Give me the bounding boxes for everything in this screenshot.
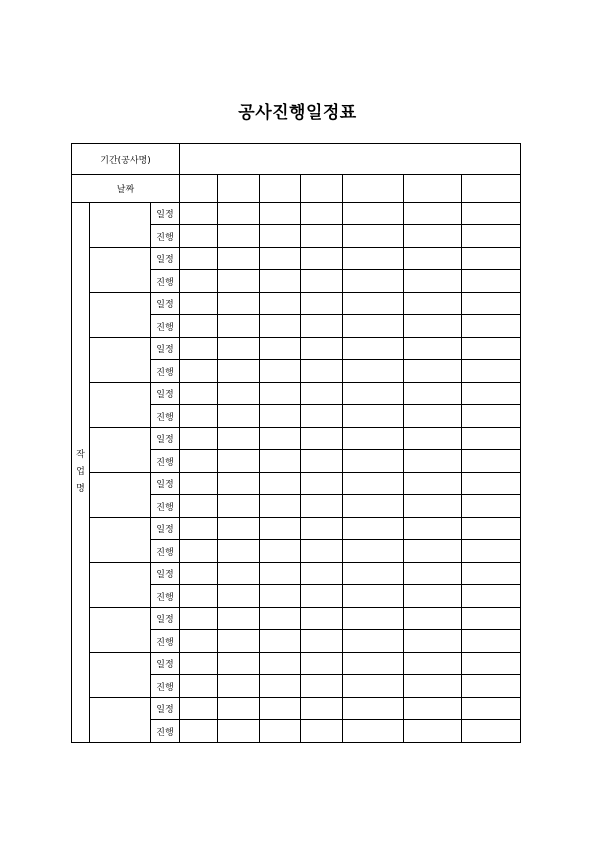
schedule-cell[interactable] [343, 360, 404, 383]
schedule-cell[interactable] [343, 383, 404, 405]
schedule-cell[interactable] [462, 203, 521, 225]
row-type-plan: 일정 [151, 383, 180, 405]
schedule-cell[interactable] [462, 293, 521, 315]
schedule-cell[interactable] [218, 360, 260, 383]
schedule-cell[interactable] [260, 518, 301, 540]
page-title: 공사진행일정표 [238, 103, 357, 123]
schedule-cell[interactable] [462, 338, 521, 360]
schedule-cell[interactable] [260, 383, 301, 405]
schedule-cell[interactable] [343, 518, 404, 540]
schedule-cell[interactable] [180, 608, 218, 630]
schedule-cell[interactable] [462, 720, 521, 743]
schedule-row [72, 293, 521, 315]
task-name-cell[interactable] [90, 203, 151, 248]
schedule-cell[interactable] [404, 450, 462, 473]
schedule-cell[interactable] [260, 473, 301, 495]
schedule-cell[interactable] [218, 473, 260, 495]
row-type-progress: 진행 [151, 585, 180, 608]
schedule-cell[interactable] [180, 270, 218, 293]
schedule-cell[interactable] [260, 563, 301, 585]
schedule-cell[interactable] [218, 248, 260, 270]
schedule-cell[interactable] [180, 653, 218, 675]
schedule-cell[interactable] [343, 563, 404, 585]
schedule-cell[interactable] [180, 203, 218, 225]
schedule-cell[interactable] [218, 203, 260, 225]
schedule-cell[interactable] [301, 203, 343, 225]
schedule-cell[interactable] [260, 225, 301, 248]
row-type-progress: 진행 [151, 270, 180, 293]
schedule-cell[interactable] [343, 293, 404, 315]
schedule-cell[interactable] [218, 540, 260, 563]
schedule-cell[interactable] [180, 720, 218, 743]
schedule-cell[interactable] [343, 270, 404, 293]
schedule-cell[interactable] [260, 338, 301, 360]
task-name-cell[interactable] [90, 653, 151, 698]
schedule-cell[interactable] [218, 293, 260, 315]
schedule-cell[interactable] [462, 630, 521, 653]
date-cell[interactable] [462, 175, 521, 203]
schedule-cell[interactable] [301, 540, 343, 563]
schedule-cell[interactable] [343, 585, 404, 608]
schedule-cell[interactable] [218, 270, 260, 293]
schedule-cell[interactable] [404, 630, 462, 653]
schedule-cell[interactable] [260, 720, 301, 743]
row-type-plan: 일정 [151, 563, 180, 585]
schedule-cell[interactable] [218, 383, 260, 405]
schedule-row [72, 203, 521, 225]
schedule-cell[interactable] [218, 675, 260, 698]
task-name-cell[interactable] [90, 248, 151, 293]
schedule-cell[interactable] [218, 450, 260, 473]
row-type-progress: 진행 [151, 405, 180, 428]
schedule-cell[interactable] [301, 473, 343, 495]
row-type-plan: 일정 [151, 608, 180, 630]
schedule-cell[interactable] [260, 293, 301, 315]
row-type-progress: 진행 [151, 675, 180, 698]
schedule-cell[interactable] [404, 608, 462, 630]
schedule-cell[interactable] [260, 203, 301, 225]
schedule-cell[interactable] [462, 360, 521, 383]
schedule-cell[interactable] [301, 360, 343, 383]
schedule-cell[interactable] [462, 563, 521, 585]
schedule-cell[interactable] [301, 450, 343, 473]
row-type-progress: 진행 [151, 315, 180, 338]
schedule-cell[interactable] [301, 270, 343, 293]
schedule-cell[interactable] [180, 338, 218, 360]
schedule-cell[interactable] [260, 248, 301, 270]
row-type-plan: 일정 [151, 473, 180, 495]
row-type-progress: 진행 [151, 540, 180, 563]
schedule-row [72, 248, 521, 270]
schedule-cell[interactable] [343, 630, 404, 653]
date-row [72, 175, 521, 203]
task-name-cell[interactable] [90, 428, 151, 473]
schedule-cell[interactable] [301, 248, 343, 270]
schedule-cell[interactable] [462, 675, 521, 698]
schedule-row [72, 698, 521, 720]
schedule-cell[interactable] [260, 698, 301, 720]
schedule-row [72, 338, 521, 360]
schedule-cell[interactable] [260, 495, 301, 518]
schedule-cell[interactable] [301, 563, 343, 585]
schedule-cell[interactable] [462, 540, 521, 563]
schedule-cell[interactable] [180, 248, 218, 270]
schedule-cell[interactable] [180, 225, 218, 248]
project-name-cell[interactable] [180, 144, 521, 175]
schedule-cell[interactable] [404, 383, 462, 405]
schedule-cell[interactable] [260, 608, 301, 630]
schedule-row [72, 473, 521, 495]
schedule-cell[interactable] [301, 315, 343, 338]
period-row [72, 144, 521, 175]
row-type-plan: 일정 [151, 248, 180, 270]
schedule-row [72, 563, 521, 585]
schedule-cell[interactable] [404, 225, 462, 248]
schedule-cell[interactable] [301, 720, 343, 743]
schedule-cell[interactable] [343, 315, 404, 338]
schedule-cell[interactable] [180, 315, 218, 338]
schedule-row [72, 608, 521, 630]
schedule-cell[interactable] [180, 405, 218, 428]
schedule-cell[interactable] [404, 720, 462, 743]
schedule-cell[interactable] [404, 653, 462, 675]
schedule-cell[interactable] [301, 585, 343, 608]
schedule-cell[interactable] [301, 653, 343, 675]
schedule-cell[interactable] [301, 495, 343, 518]
schedule-cell[interactable] [180, 698, 218, 720]
schedule-cell[interactable] [462, 608, 521, 630]
task-name-cell[interactable] [90, 518, 151, 563]
schedule-cell[interactable] [180, 495, 218, 518]
schedule-cell[interactable] [301, 405, 343, 428]
schedule-cell[interactable] [180, 540, 218, 563]
schedule-cell[interactable] [180, 630, 218, 653]
schedule-cell[interactable] [301, 518, 343, 540]
schedule-cell[interactable] [218, 405, 260, 428]
schedule-cell[interactable] [343, 473, 404, 495]
row-type-progress: 진행 [151, 720, 180, 743]
schedule-cell[interactable] [462, 225, 521, 248]
task-name-cell[interactable] [90, 473, 151, 518]
schedule-cell[interactable] [404, 360, 462, 383]
row-type-progress: 진행 [151, 495, 180, 518]
schedule-cell[interactable] [218, 698, 260, 720]
schedule-cell[interactable] [218, 630, 260, 653]
schedule-cell[interactable] [343, 428, 404, 450]
schedule-cell[interactable] [260, 360, 301, 383]
schedule-cell[interactable] [260, 675, 301, 698]
schedule-cell[interactable] [260, 428, 301, 450]
row-type-plan: 일정 [151, 518, 180, 540]
schedule-cell[interactable] [343, 248, 404, 270]
schedule-cell[interactable] [343, 338, 404, 360]
task-name-cell[interactable] [90, 293, 151, 338]
schedule-cell[interactable] [404, 270, 462, 293]
schedule-cell[interactable] [462, 585, 521, 608]
row-type-plan: 일정 [151, 653, 180, 675]
row-type-progress: 진행 [151, 630, 180, 653]
schedule-cell[interactable] [180, 428, 218, 450]
schedule-cell[interactable] [301, 698, 343, 720]
schedule-cell[interactable] [343, 495, 404, 518]
schedule-cell[interactable] [301, 608, 343, 630]
schedule-row [72, 518, 521, 540]
schedule-row [72, 383, 521, 405]
schedule-cell[interactable] [462, 248, 521, 270]
row-type-plan: 일정 [151, 293, 180, 315]
schedule-cell[interactable] [404, 428, 462, 450]
schedule-table [71, 143, 521, 743]
schedule-cell[interactable] [462, 518, 521, 540]
schedule-cell[interactable] [343, 608, 404, 630]
schedule-cell[interactable] [462, 450, 521, 473]
schedule-cell[interactable] [343, 450, 404, 473]
schedule-cell[interactable] [462, 405, 521, 428]
schedule-cell[interactable] [404, 495, 462, 518]
schedule-cell[interactable] [404, 338, 462, 360]
schedule-cell[interactable] [180, 675, 218, 698]
schedule-cell[interactable] [260, 653, 301, 675]
schedule-cell[interactable] [301, 383, 343, 405]
schedule-cell[interactable] [218, 518, 260, 540]
schedule-cell[interactable] [301, 293, 343, 315]
schedule-cell[interactable] [343, 653, 404, 675]
schedule-cell[interactable] [301, 675, 343, 698]
schedule-cell[interactable] [301, 338, 343, 360]
schedule-cell[interactable] [218, 653, 260, 675]
schedule-cell[interactable] [343, 225, 404, 248]
schedule-cell[interactable] [462, 428, 521, 450]
schedule-cell[interactable] [404, 540, 462, 563]
row-type-plan: 일정 [151, 203, 180, 225]
schedule-cell[interactable] [404, 563, 462, 585]
schedule-row [72, 428, 521, 450]
schedule-cell[interactable] [218, 585, 260, 608]
schedule-cell[interactable] [462, 315, 521, 338]
row-type-plan: 일정 [151, 698, 180, 720]
schedule-cell[interactable] [462, 495, 521, 518]
schedule-cell[interactable] [260, 405, 301, 428]
schedule-cell[interactable] [260, 270, 301, 293]
task-name-cell[interactable] [90, 608, 151, 653]
schedule-cell[interactable] [404, 473, 462, 495]
schedule-cell[interactable] [180, 473, 218, 495]
schedule-cell[interactable] [180, 360, 218, 383]
schedule-cell[interactable] [462, 270, 521, 293]
schedule-cell[interactable] [404, 315, 462, 338]
schedule-cell[interactable] [301, 428, 343, 450]
schedule-cell[interactable] [404, 203, 462, 225]
schedule-cell[interactable] [180, 450, 218, 473]
schedule-cell[interactable] [180, 518, 218, 540]
schedule-cell[interactable] [260, 450, 301, 473]
schedule-cell[interactable] [218, 428, 260, 450]
schedule-cell[interactable] [343, 720, 404, 743]
schedule-cell[interactable] [218, 563, 260, 585]
date-cell[interactable] [180, 175, 218, 203]
schedule-cell[interactable] [462, 653, 521, 675]
schedule-cell[interactable] [462, 383, 521, 405]
schedule-cell[interactable] [180, 585, 218, 608]
side-label-char: 명 [76, 484, 85, 494]
schedule-cell[interactable] [218, 495, 260, 518]
row-type-progress: 진행 [151, 450, 180, 473]
schedule-cell[interactable] [218, 315, 260, 338]
schedule-cell[interactable] [218, 608, 260, 630]
schedule-cell[interactable] [180, 383, 218, 405]
schedule-cell[interactable] [343, 675, 404, 698]
schedule-cell[interactable] [301, 225, 343, 248]
schedule-cell[interactable] [462, 473, 521, 495]
schedule-cell[interactable] [462, 698, 521, 720]
task-name-cell[interactable] [90, 338, 151, 383]
schedule-cell[interactable] [404, 248, 462, 270]
schedule-cell[interactable] [404, 405, 462, 428]
date-cell[interactable] [218, 175, 260, 203]
date-cell[interactable] [301, 175, 343, 203]
schedule-cell[interactable] [260, 630, 301, 653]
task-name-cell[interactable] [90, 698, 151, 743]
row-type-plan: 일정 [151, 428, 180, 450]
schedule-cell[interactable] [260, 540, 301, 563]
schedule-cell[interactable] [404, 698, 462, 720]
schedule-cell[interactable] [218, 338, 260, 360]
schedule-cell[interactable] [404, 585, 462, 608]
task-name-cell[interactable] [90, 563, 151, 608]
side-label-char: 작 [76, 450, 85, 460]
schedule-cell[interactable] [180, 293, 218, 315]
row-type-progress: 진행 [151, 225, 180, 248]
date-cell[interactable] [343, 175, 404, 203]
task-name-side-label [72, 203, 90, 743]
schedule-cell[interactable] [343, 203, 404, 225]
schedule-cell[interactable] [260, 585, 301, 608]
date-label: 날짜 [72, 175, 180, 203]
schedule-cell[interactable] [404, 518, 462, 540]
date-cell[interactable] [404, 175, 462, 203]
schedule-cell[interactable] [343, 405, 404, 428]
schedule-cell[interactable] [218, 225, 260, 248]
schedule-cell[interactable] [343, 540, 404, 563]
task-name-cell[interactable] [90, 383, 151, 428]
side-label-char: 업 [76, 467, 85, 477]
schedule-cell[interactable] [404, 675, 462, 698]
schedule-cell[interactable] [180, 563, 218, 585]
period-label: 기간(공사명) [72, 144, 180, 175]
row-type-progress: 진행 [151, 360, 180, 383]
schedule-cell[interactable] [343, 698, 404, 720]
row-type-plan: 일정 [151, 338, 180, 360]
schedule-cell[interactable] [404, 293, 462, 315]
schedule-cell[interactable] [260, 315, 301, 338]
schedule-row [72, 653, 521, 675]
schedule-cell[interactable] [218, 720, 260, 743]
date-cell[interactable] [260, 175, 301, 203]
schedule-cell[interactable] [301, 630, 343, 653]
